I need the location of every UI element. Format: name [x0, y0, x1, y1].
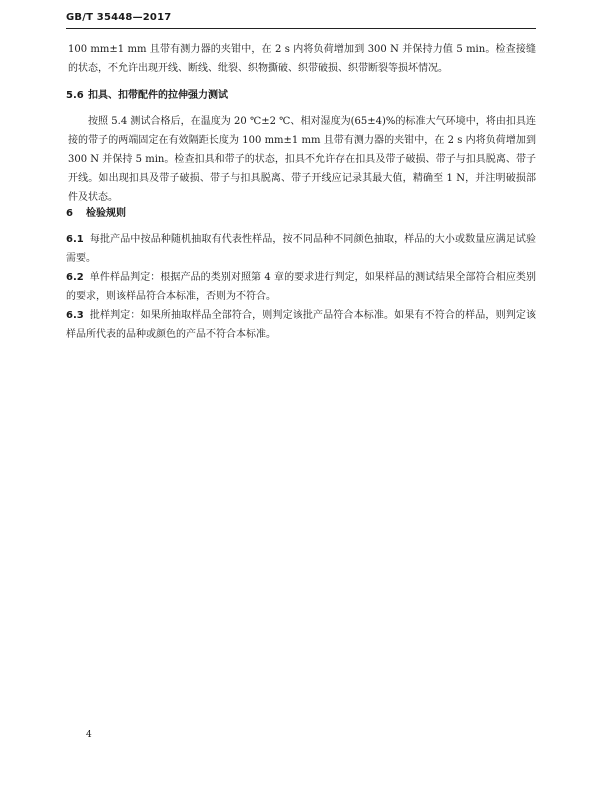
- clause-6-3: [66, 306, 536, 344]
- chapter-title: 检验规则: [86, 208, 126, 219]
- page-number: 4: [86, 730, 92, 740]
- clause-number: 6.2: [66, 272, 84, 283]
- clause-text: 每批产品中按品种随机抽取有代表性样品，按不同品种不同颜色抽取，样品的大小或数量应满足试验需要。: [66, 234, 536, 264]
- chapter-6-heading: [66, 204, 126, 219]
- clause-6-1: [66, 230, 536, 268]
- continuation-paragraph: 100 mm±1 mm 且带有测力器的夹钳中，在 2 s 内将负荷增加到 300 N 并保持力值 5 min。检查接缝的状态，不允许出现开线、断线、纰裂、织物撕破、织带破损、织带断裂等损坏情况。: [68, 44, 536, 74]
- chapter-number: 6: [66, 208, 73, 219]
- clause-text: 单件样品判定：根据产品的类别对照第 4 章的要求进行判定，如果样品的测试结果全部符合相应类别的要求，则该样品符合本标准，否则为不符合。: [66, 272, 536, 302]
- section-5-6-heading: [66, 86, 228, 101]
- standard-number: GB/T 35448—2017: [66, 12, 172, 23]
- clause-number: 6.1: [66, 234, 84, 245]
- clause-number: 6.3: [66, 310, 84, 321]
- section-5-6-paragraph: 按照 5.4 测试合格后，在温度为 20 ℃±2 ℃、相对湿度为(65±4)%的标准大气环境中，将由扣具连接的带子的两端固定在有效隔距长度为 100 mm±1 mm 且带有测力器的夹钳中，在 2 s 内将负荷增加到 300 N 并保持 5 min。检查扣具和带子的状态，扣具不允许存在扣具及带子破损、带子与扣具脱离、带子开线。如出现扣具及带子破损、带子与扣具脱离、带子开线应记录其最大值，精确至 1 N，并注明破损部件及状态。: [68, 116, 536, 203]
- header-rule: [66, 28, 536, 29]
- clause-text: 批样判定：如果所抽取样品全部符合，则判定该批产品符合本标准。如果有不符合的样品，则判定该样品所代表的品种或颜色的产品不符合本标准。: [66, 310, 536, 340]
- section-title: 扣具、扣带配件的拉伸强力测试: [88, 90, 228, 101]
- clause-6-2: [66, 268, 536, 306]
- section-number: 5.6: [66, 90, 84, 101]
